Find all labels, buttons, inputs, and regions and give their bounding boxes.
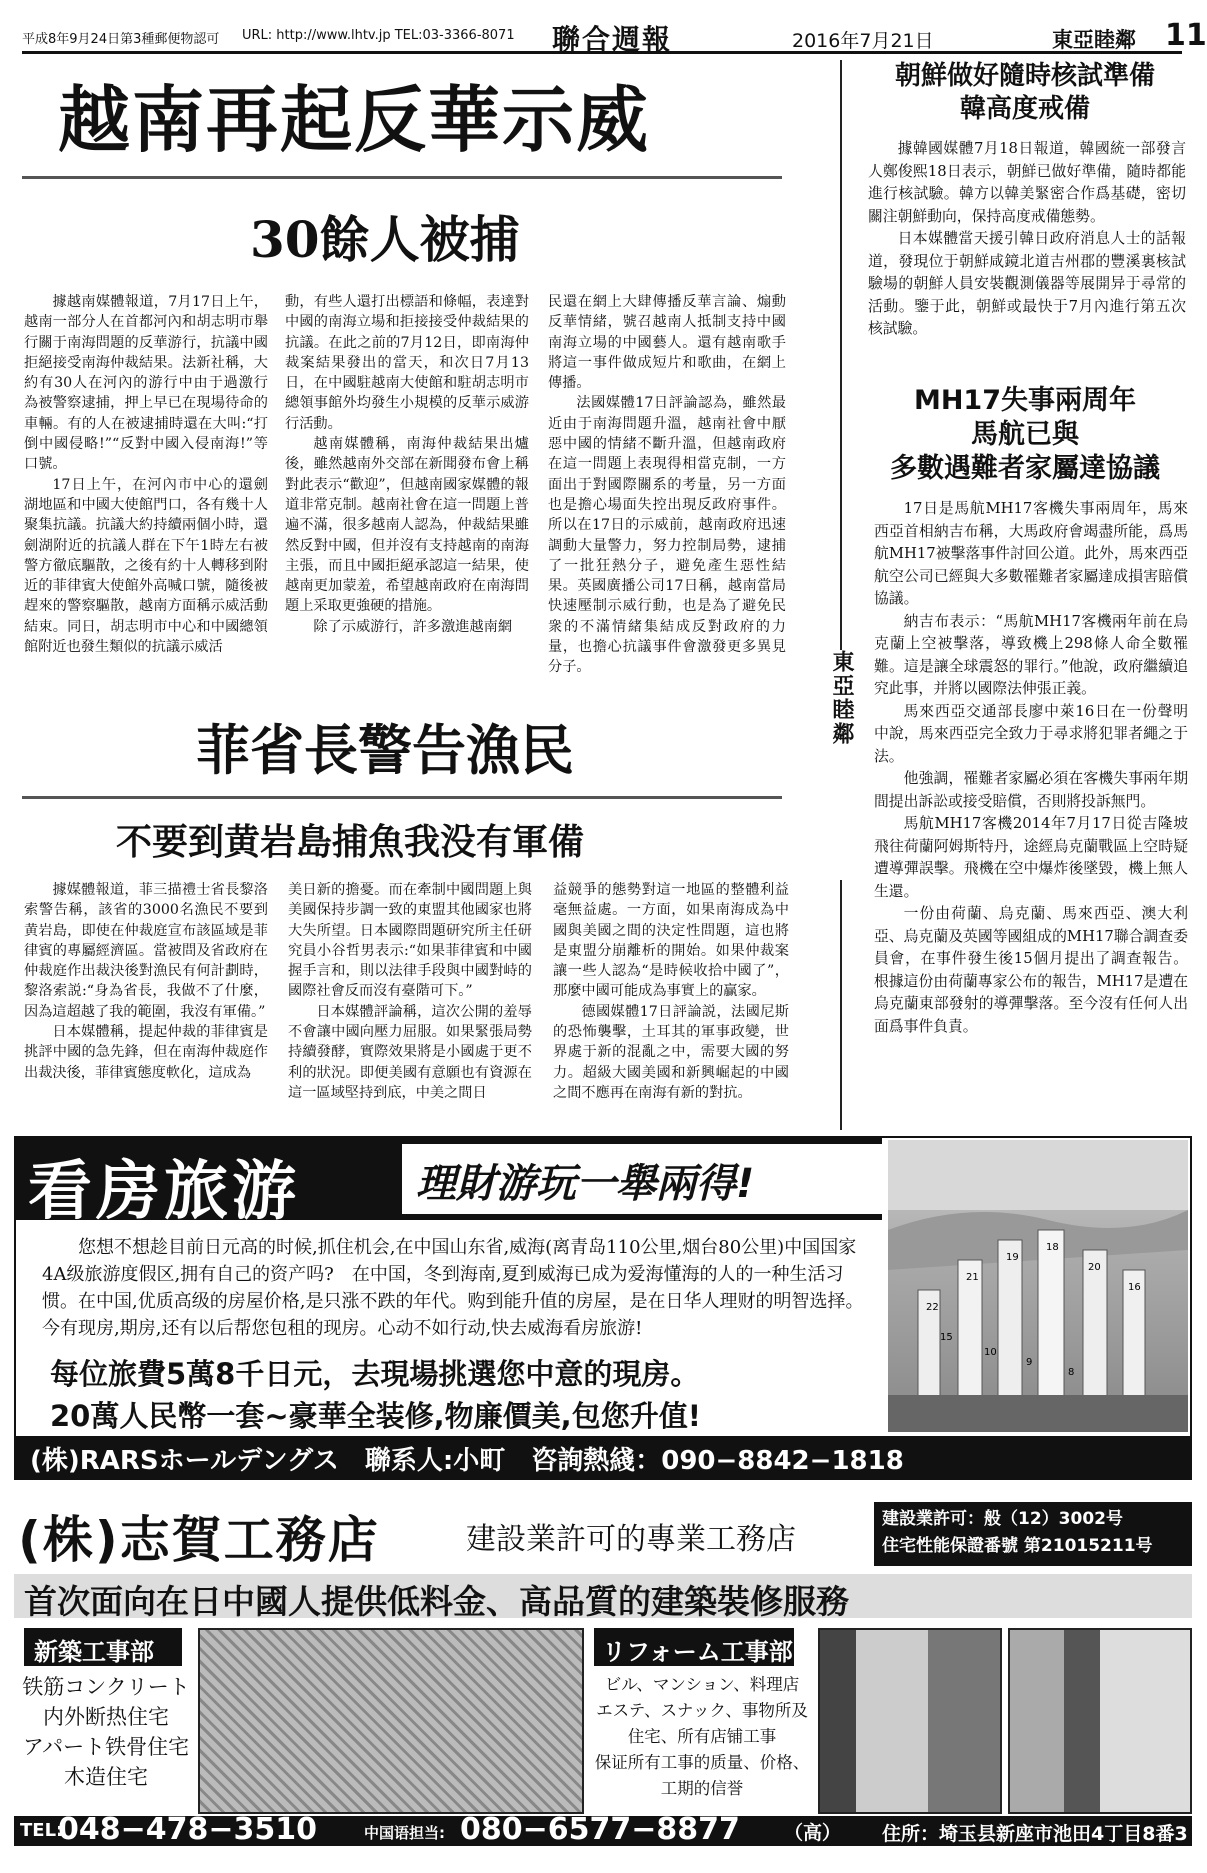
building-label: 19	[1006, 1252, 1019, 1263]
license-box	[874, 1502, 1192, 1566]
list-item: 内外断热住宅	[43, 1705, 169, 1729]
divider	[22, 176, 782, 179]
permit-line: 平成8年9月24日第3種郵便物認可	[22, 32, 220, 47]
paragraph: 日本媒體評論稱，這次公開的羞辱不會讓中國向壓力屈服。如果緊張局勢持續發酵，實際效果將是小國處于更不利的狀況。即便美國有意願也有資源在這一區域堅持到底，中美之間日	[288, 1003, 532, 1101]
building-label: 9	[1026, 1357, 1033, 1368]
building-label: 16	[1128, 1282, 1141, 1293]
korea-body	[868, 138, 1186, 341]
vietnam-headline: 越南再起反華示威	[58, 78, 651, 162]
tour-contact: (株)RARSホールデングス 聯系人:小町 咨詢熱綫：090−8842−1818	[30, 1446, 904, 1476]
philippines-subhead: 不要到黄岩島捕魚我没有軍備	[116, 821, 585, 863]
korea-headline-line-2: 韓高度戒備	[959, 93, 1090, 124]
tour-title: 看房旅游	[28, 1155, 300, 1229]
interior-photo-2	[1008, 1628, 1192, 1814]
paragraph: 動，有些人還打出標語和條幅，表達對中國的南海立場和拒接接受仲裁結果的抗議。在此之前的7月12日，即南海仲裁案結果發出的當天，和次日7月13日，在中國駐越南大使館和駐胡志明市總領事館外均發生小規模的反華示威游行活動。	[285, 294, 529, 432]
paragraph: 據越南媒體報道，7月17日上午，越南一部分人在首都河內和胡志明市舉行關于南海問題的反華游行，抗議中國拒絕接受南海仲裁結果。法新社稱，大約有30人在河內的游行中由于過激行為被警察逮捕，押上早已在現場待命的車輛。有的人在被逮捕時還在大叫:“打倒中國侵略!”“反對中國入侵南海!”等口號。	[24, 294, 268, 473]
list-item: エステ、スナック、事物所及	[596, 1701, 808, 1720]
paragraph: 除了示威游行，許多激進越南網	[313, 618, 513, 635]
list-item: 工期的信誉	[660, 1779, 744, 1798]
paragraph: 一份由荷蘭、烏克蘭、馬來西亞、澳大利亞、烏克蘭及英國等國組成的MH17聯合調查委員會，在事件發生後15個月提出了調查報告。根據這份由荷蘭專家公布的報告，MH17是遭在烏克蘭東部發射的導彈擊落。至今沒有任何人出面爲事件負責。	[874, 905, 1188, 1035]
mh17-headline-line-1: MH17失事兩周年	[913, 385, 1137, 416]
paragraph: 據媒體報道，菲三描禮士省長黎洛索警告稱，該省的3000名漁民不要到黄岩島，即使在仲裁庭宣布該區域是菲律賓的專屬經濟區。當被問及省政府在仲裁庭作出裁決後對漁民有何計劃時，黎洛索説:“身為省長，我做不了什麼，因為這超越了我的範圍，我沒有軍備。”	[24, 882, 268, 1020]
column-rule	[840, 60, 842, 1130]
license-line-2: 住宅性能保證番號 第21015211号	[882, 1536, 1153, 1556]
builder-contact-bar	[14, 1812, 1192, 1872]
new-dept-list	[20, 1672, 192, 1792]
issue-date: 2016年7月21日	[792, 30, 934, 52]
resort-buildings-illustration	[888, 1140, 1188, 1432]
list-item: ビル、マンション、料理店	[604, 1675, 800, 1694]
tour-price-line: 每位旅費5萬8千日元，去現場挑選您中意的現房。	[50, 1357, 700, 1391]
philippines-headline: 菲省長警告漁民	[196, 719, 574, 782]
mh17-body	[874, 498, 1188, 1038]
tel-label: TEL:	[20, 1820, 64, 1841]
builder-advertisement	[14, 1500, 1192, 1872]
paragraph: 17日是馬航MH17客機失事兩周年，馬來西亞首相納吉布稱，大馬政府會竭盡所能，爲馬航MH17被擊落事件討回公道。此外，馬來西亞航空公司已經與大多數罹難者家屬達成損害賠償協議。	[874, 500, 1188, 607]
paragraph: 法國媒體17日評論認為，雖然最近由于南海問題升溫，越南社會中厭惡中國的情緒不斷升溫，但越南政府在這一問題上表現得相當克制，一方面出于對國際關系的考量，另一方面也是擔心場面失控出現反政府事件。所以在17日的示威前，越南政府迅速調動大量警力，努力控制局勢，逮捕了一批狂熱分子，避免產生惡性結果。英國廣播公司17日稱，越南當局快速壓制示威行動，也是為了避免民衆的不滿情緒集結成反對政府的力量，也擔心抗議事件會激發更多異見分子。	[548, 395, 786, 676]
list-item: 保证所有工事的质量、价格、	[594, 1753, 810, 1772]
building-label: 15	[940, 1332, 953, 1343]
section-name: 東亞睦鄰	[1052, 28, 1136, 52]
korea-headline-line-1: 朝鮮做好隨時核試準備	[894, 61, 1155, 91]
philippines-col-3	[553, 880, 789, 1103]
list-item: 铁筋コンクリート	[22, 1675, 190, 1699]
list-item: 木造住宅	[64, 1765, 148, 1789]
divider	[22, 796, 782, 799]
philippines-col-2	[288, 880, 532, 1103]
mh17-headline-line-3: 多數遇難者家屬達協議	[890, 452, 1160, 484]
new-dept-label-box	[24, 1628, 182, 1666]
paragraph: 美日新的擔憂。而在牽制中國問題上與美國保持步調一致的東盟其他國家也將大失所望。日本國際問題研究所主任研究員小谷哲男表示:“如果菲律賓和中國握手言和，則以法律手段與中國對峙的國際社會反而沒有臺階可下。”	[288, 882, 532, 1000]
chinese-contact-label: 中国语担当:	[364, 1824, 445, 1842]
mh17-headline-line-2: 馬航已與	[971, 418, 1079, 450]
tour-contact-bar	[16, 1436, 1190, 1478]
tour-tagline-box	[402, 1144, 882, 1214]
paragraph: 他強調，罹難者家屬必須在客機失事兩年期間提出訴訟或接受賠償，否則將投訴無門。	[874, 770, 1188, 810]
service-banner	[14, 1574, 1192, 1621]
construction-photo	[198, 1628, 584, 1814]
philippines-col-1	[24, 880, 268, 1083]
paragraph: 民還在網上大肆傳播反華言論、煽動反華情緒，號召越南人抵制支持中國南海立場的中國藝人。還有越南歌手將這一事件做成短片和歌曲，在網上傳播。	[548, 294, 786, 392]
korea-headline	[860, 60, 1190, 125]
list-item: 住宅、所有店铺工事	[627, 1727, 777, 1746]
list-item: アパート铁骨住宅	[22, 1735, 190, 1759]
vietnam-col-2	[285, 292, 529, 637]
masthead: 聯合週報	[552, 23, 673, 56]
url-line: URL: http://www.lhtv.jp TEL:03-3366-8071	[242, 28, 515, 43]
vietnam-subhead: 30餘人被捕	[250, 210, 520, 269]
new-dept-label: 新築工事部	[34, 1638, 154, 1666]
building-label: 20	[1088, 1262, 1101, 1273]
building-label: 18	[1046, 1242, 1059, 1253]
page-number: 11	[1165, 18, 1207, 53]
paragraph: 日本媒體稱，提起仲裁的菲律賓是挑評中國的急先鋒，但在南海仲裁庭作出裁決後，菲律賓態度軟化，這成為	[24, 1024, 268, 1081]
paragraph: 據韓國媒體7月18日報道，韓國統一部發言人鄭俊熙18日表示，朝鮮已做好準備，隨時都能進行核試驗。韓方以韓美緊密合作爲基礎，密切關注朝鮮動向，保持高度戒備態勢。	[868, 140, 1186, 225]
vietnam-col-1	[24, 292, 268, 657]
reform-dept-label-box	[594, 1628, 794, 1666]
license-line-1: 建設業許可：般（12）3002号	[882, 1509, 1123, 1529]
tour-body: 您想不想趁目前日元高的时候,抓住机会,在中国山东省,威海(离青岛110公里,烟台80公里)中国国家4A级旅游度假区,拥有自己的资产吗? 在中国，冬到海南,夏到威海已成为爱海懂海的人的一种生活习惯。在中国,优质高级的房屋价格,是只涨不跌的年代。购到能升值的房屋，是在日华人理财的明智选择。今有现房,期房,还有以后帮您包租的现房。心动不如行动,快去威海看房旅游!	[42, 1237, 864, 1339]
service-banner-text: 首次面向在日中國人提供低料金、高品質的建築裝修服務	[24, 1582, 849, 1621]
builder-tel: 048−478−3510	[58, 1812, 318, 1847]
paragraph: 17日上午，在河內市中心的還劍湖地區和中國大使館門口，各有幾十人聚集抗議。抗議大約持續兩個小時，還劍湖附近的抗議人群在下午1時左右被警方徹底驅散，之後有約十人轉移到附近的菲律賓大使館外高喊口號，隨後被趕來的警察驅散，越南方面稱示威活動結束。同日，胡志明市中心和中國總領館附近也發生類似的抗議示威活	[24, 476, 268, 656]
paragraph: 越南媒體稱，南海仲裁結果出爐後，雖然越南外交部在新聞發布會上稱對此表示“歡迎”，但越南國家媒體的報道非常克制。越南社會在這一問題上普遍不滿，很多越南人認為，仲裁結果雖然反對中國，但并沒有支持越南的南海主張，而且中國拒絕承認這一結果，使越南更加蒙羞，希望越南政府在南海問題上采取更強硬的措施。	[285, 436, 529, 615]
paragraph: 馬航MH17客機2014年7月17日從吉隆坡飛往荷蘭阿姆斯特丹，途經烏克蘭戰區上空時疑遭導彈誤擊。飛機在空中爆炸後墜毀，機上無人生還。	[874, 815, 1188, 900]
vietnam-col-3	[548, 292, 786, 678]
vertical-section-tag: 東亞睦鄰	[829, 650, 854, 746]
builder-company: (株)志賀工務店	[18, 1511, 380, 1569]
chinese-contact-name: （高）	[784, 1822, 842, 1844]
building-label: 22	[926, 1302, 939, 1313]
building-label: 8	[1068, 1367, 1075, 1378]
tour-tagline: 理財游玩一舉兩得!	[416, 1161, 755, 1207]
page-header	[22, 18, 1207, 56]
tour-photo	[888, 1140, 1188, 1432]
paragraph: 納吉布表示：“馬航MH17客機兩年前在烏克蘭上空被擊落，導致機上298條人命全數罹難。這是讓全球震怒的罪行。”他說，政府繼續追究此事，并將以國際法伸張正義。	[874, 612, 1188, 697]
paragraph: 日本媒體當天援引韓日政府消息人士的話報道，發現位于朝鮮咸鏡北道吉州郡的豐溪裏核試驗場的朝鮮人員安裝觀測儀器等展開异于尋常的活動。鑒于此，朝鮮或最快于7月內進行第五次核試驗。	[868, 230, 1186, 337]
mh17-headline	[860, 384, 1190, 485]
paragraph: 馬來西亞交通部長廖中萊16日在一份聲明中說，馬來西亞完全致力于尋求將犯罪者繩之于法。	[874, 702, 1188, 765]
building-label: 21	[966, 1272, 979, 1283]
reform-dept-list	[592, 1672, 812, 1802]
builder-tagline: 建設業許可的專業工務店	[466, 1522, 796, 1557]
tour-offer-line: 20萬人民幣一套~豪華全装修,物廉價美,包您升值!	[50, 1399, 701, 1433]
paragraph: 德國媒體17日評論説，法國尼斯的恐怖襲擊，土耳其的軍事政變，世界處于新的混亂之中，需要大國的努力。超級大國美國和新興崛起的中國之間不應再在南海有新的對抗。	[553, 1003, 789, 1101]
building-label: 10	[984, 1347, 997, 1358]
interior-photo-1	[818, 1628, 1002, 1814]
reform-dept-label: リフォーム工事部	[602, 1638, 793, 1666]
vertical-tag-box	[826, 650, 856, 880]
paragraph: 益競爭的態勢對這一地區的整體利益毫無益處。一方面，如果南海成為中國與美國之間的決定性問題，這也將是東盟分崩離析的開始。如果仲裁案讓一些人認為“是時候收拾中國了”，那麼中國可能成為事實上的贏家。	[553, 882, 789, 1000]
tour-advertisement	[14, 1136, 1192, 1480]
chinese-contact-tel: 080−6577−8877	[460, 1812, 740, 1847]
builder-address: 住所：埼玉县新座市池田4丁目8番3号	[882, 1823, 1188, 1872]
